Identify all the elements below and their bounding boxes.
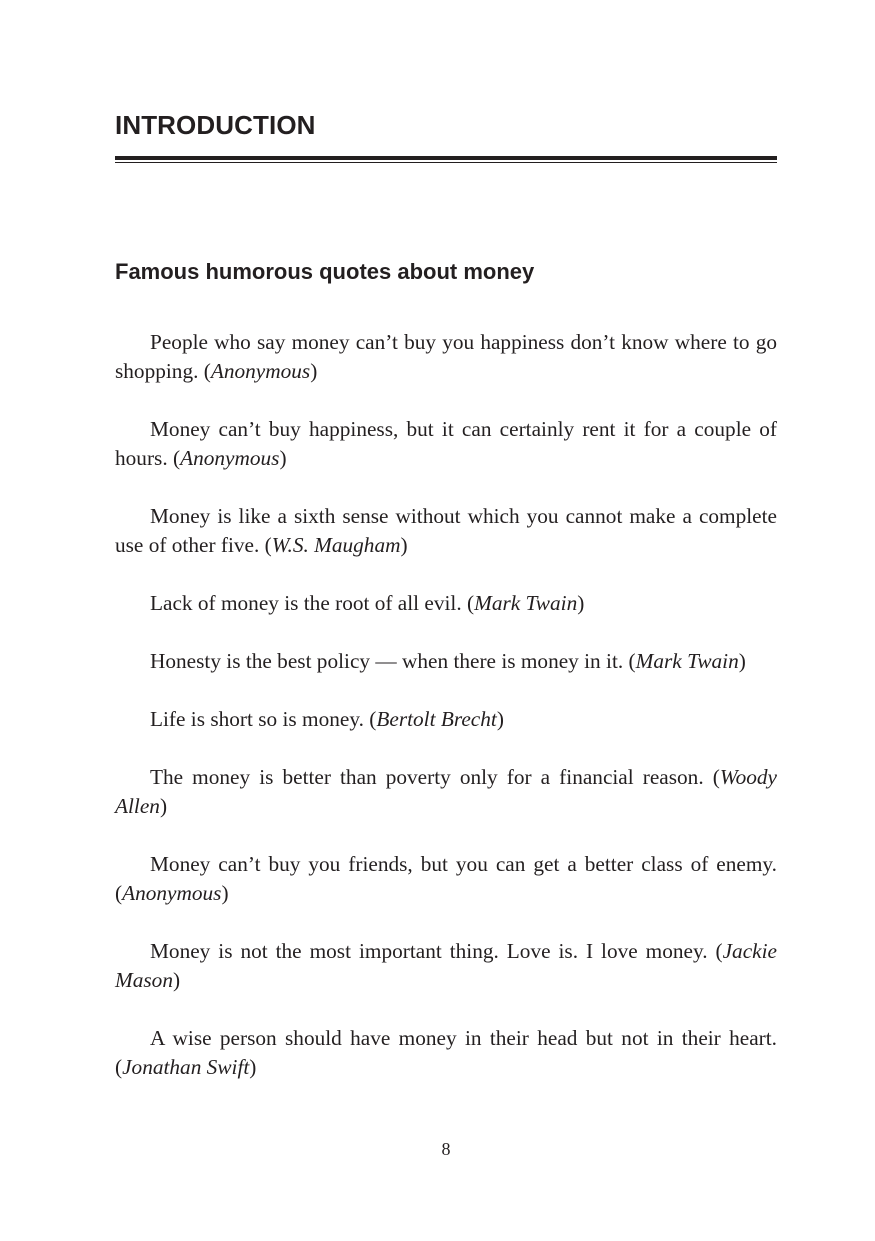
quote-paragraph bbox=[115, 1024, 777, 1082]
quote-author: Bertolt Brecht bbox=[376, 707, 497, 731]
heading-rule-thin bbox=[115, 162, 777, 163]
quote-author: W.S. Maugham bbox=[271, 533, 401, 557]
quote-close: ) bbox=[279, 446, 287, 470]
quote-close: ) bbox=[159, 794, 168, 818]
quote-author: Anonymous bbox=[122, 881, 222, 905]
quote-paragraph bbox=[115, 705, 777, 734]
quote-close: ) bbox=[172, 968, 181, 992]
quote-paragraph bbox=[115, 589, 777, 618]
quote-author: Jackie Mason bbox=[115, 939, 777, 992]
quote-paragraph bbox=[115, 647, 777, 676]
section-title: Famous humorous quotes about money bbox=[115, 259, 535, 284]
quote-close: ) bbox=[221, 881, 229, 905]
quote-author: Anonymous bbox=[210, 359, 311, 383]
quote-close: ) bbox=[738, 649, 746, 673]
quote-paragraph bbox=[115, 763, 777, 821]
quote-close: ) bbox=[400, 533, 408, 557]
quote-text: Life is short so is money. ( bbox=[150, 707, 377, 731]
quote-author: Mark Twain bbox=[635, 649, 739, 673]
quote-paragraph bbox=[115, 502, 777, 560]
quote-author: Jonathan Swift bbox=[122, 1055, 250, 1079]
heading-rule-thick bbox=[115, 156, 777, 160]
page-number: 8 bbox=[441, 1139, 451, 1159]
quote-text: Money is not the most important thing. Love is. I love money. ( bbox=[150, 939, 723, 963]
chapter-title: INTRODUCTION bbox=[115, 110, 316, 140]
quote-text: Money can’t buy you friends, but you can get a better class of enemy. ( bbox=[115, 852, 777, 905]
quote-list bbox=[115, 328, 777, 1111]
quote-text: Honesty is the best policy — when there is money in it. ( bbox=[150, 649, 636, 673]
quote-text: Lack of money is the root of all evil. ( bbox=[150, 591, 475, 615]
quote-paragraph bbox=[115, 850, 777, 908]
quote-text: A wise person should have money in their head but not in their heart. ( bbox=[115, 1026, 777, 1079]
quote-text: People who say money can’t buy you happiness don’t know where to go shopping. ( bbox=[115, 330, 777, 383]
quote-author: Anonymous bbox=[180, 446, 280, 470]
quote-close: ) bbox=[496, 707, 504, 731]
quote-text: Money is like a sixth sense without which you cannot make a complete use of other five. ( bbox=[115, 504, 777, 557]
quote-paragraph bbox=[115, 937, 777, 995]
quote-text: Money can’t buy happiness, but it can certainly rent it for a couple of hours. ( bbox=[115, 417, 777, 470]
quote-close: ) bbox=[577, 591, 585, 615]
quote-close: ) bbox=[310, 359, 318, 383]
quote-author: Mark Twain bbox=[474, 591, 578, 615]
quote-paragraph bbox=[115, 415, 777, 473]
quote-author: Woody Allen bbox=[115, 765, 777, 818]
quote-text: The money is better than poverty only for a financial reason. ( bbox=[150, 765, 720, 789]
quote-close: ) bbox=[249, 1055, 257, 1079]
quote-paragraph bbox=[115, 328, 777, 386]
